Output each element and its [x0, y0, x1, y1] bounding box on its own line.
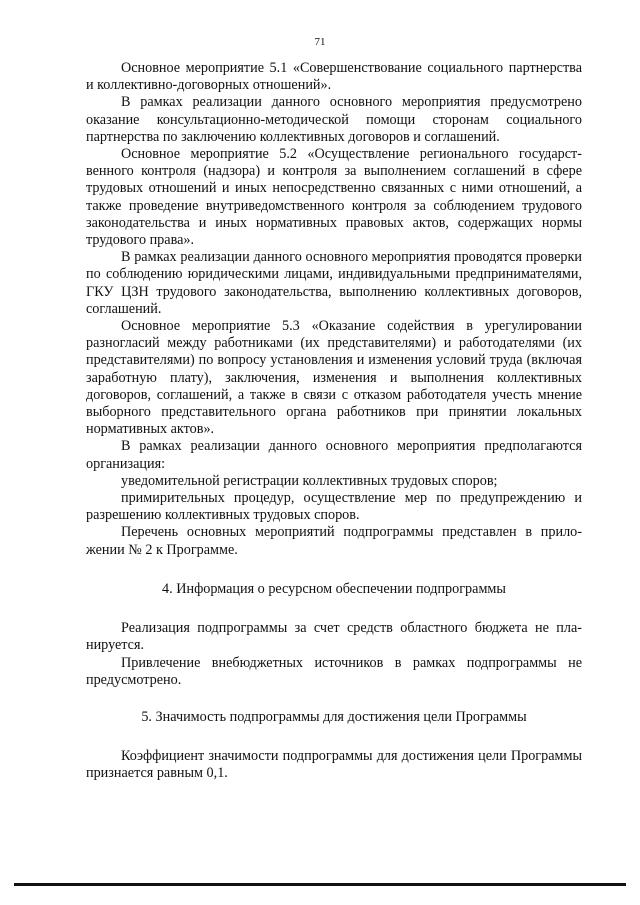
document-body: [86, 60, 582, 783]
paragraph-regional-budget: Реализация подпрограммы за счет средств областного бюджета не планируется.: [86, 620, 582, 654]
bottom-rule: [14, 883, 626, 886]
paragraph-measure-5-2: Основное мероприятие 5.2 «Осуществление регионального государственного контроля (надзора) и контроля за выполнением соглашений в сфере трудовых отношений и иных непосредственно связанных с ними отношений, а также проведение внутриведомственного контроля за соблюдением трудового законодательства и иных нормативных правовых актов, содержащих нормы трудового права».: [86, 146, 582, 249]
section-heading-resources: 4. Информация о ресурсном обеспечении подпрограммы: [162, 580, 506, 597]
paragraph-measure-5-3-details: В рамках реализации данного основного мероприятия предполагаются организация:: [86, 438, 582, 472]
paragraph-measures-list-reference: Перечень основных мероприятий подпрограммы представлен в приложении № 2 к Программе.: [86, 524, 582, 558]
paragraph-measure-5-1-details: В рамках реализации данного основного мероприятия предусмотрено оказание консультационно-методической помощи сторонам социального партнерства по заключению коллективных договоров и соглашений.: [86, 94, 582, 145]
paragraph-extrabudgetary: Привлечение внебюджетных источников в рамках подпрограммы не предусмотрено.: [86, 654, 582, 688]
list-item-registration: уведомительной регистрации коллективных трудовых споров;: [121, 472, 498, 489]
paragraph-measure-5-3: Основное мероприятие 5.3 «Оказание содействия в урегулировании разногласий между работниками (их представителями) и работодателями (их представителями) по вопросу установления и изменения условий труда (включая заработную плату), заключения, изменения и выполнения коллективных договоров, соглашений, а также в связи с отказом работодателя учесть мнение выборного представительного органа работников при принятии локальных нормативных актов».: [86, 318, 582, 438]
paragraph-measure-5-1: Основное мероприятие 5.1 «Совершенствование социального партнерства и коллективно-договорных отношений».: [86, 60, 582, 94]
section-heading-significance: 5. Значимость подпрограммы для достижения цели Программы: [141, 708, 527, 725]
paragraph-measure-5-2-details: В рамках реализации данного основного мероприятия проводятся проверки по соблюдению юридическими лицами, индивидуальными предпринимателями, ГКУ ЦЗН трудового законодательства, выполнению коллективных договоров, соглашений.: [86, 249, 582, 317]
page-number: 71: [314, 36, 326, 48]
list-item-conciliation: примирительных процедур, осуществление мер по предупреждению и разрешению коллективных трудовых споров.: [86, 490, 582, 524]
paragraph-significance-coefficient: Коэффициент значимости подпрограммы для достижения цели Программы признается равным 0,1.: [86, 748, 582, 782]
